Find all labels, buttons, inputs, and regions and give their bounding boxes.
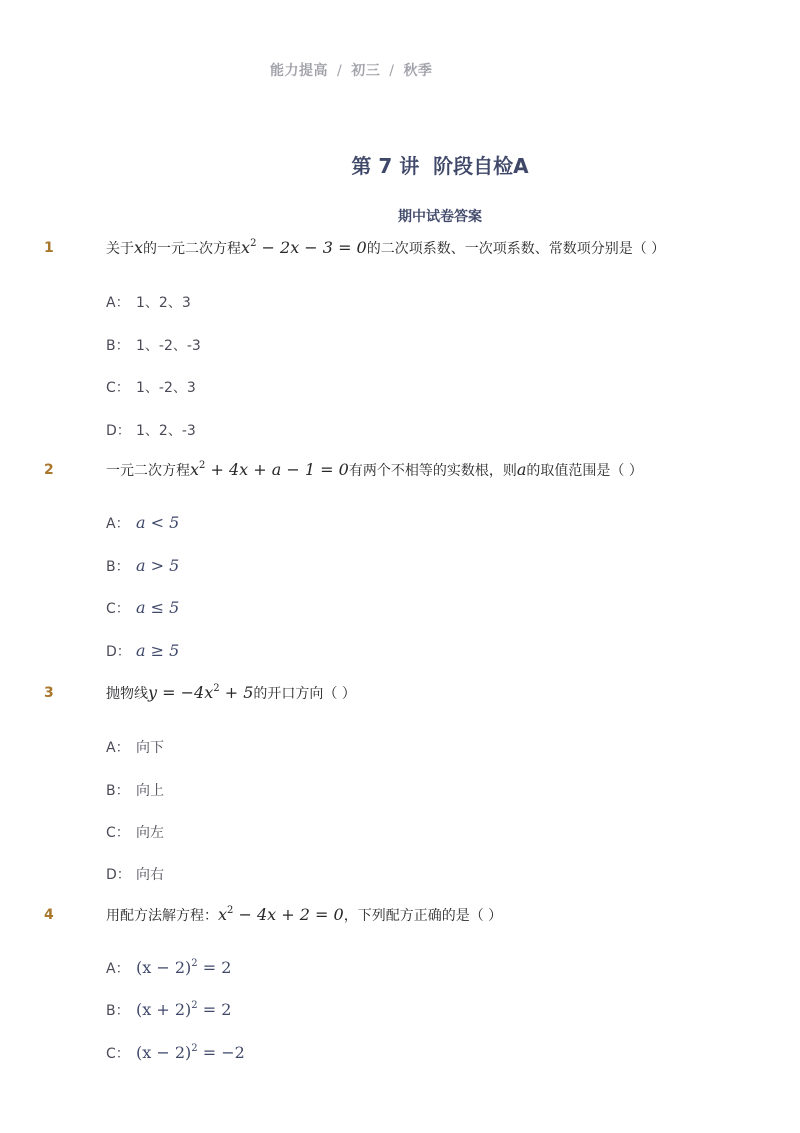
question-number: 1 [44,240,54,256]
option-a[interactable]: A： $(x - 2)^2 = 2$ [106,958,232,977]
option-d[interactable]: D： a ≥ 5 [106,641,180,660]
option-b[interactable]: B： $(x + 2)^2 = 2$ [106,1000,232,1019]
page-subtitle: 期中试卷答案 [398,209,482,225]
breadcrumb-item-ability[interactable]: 能力提高 [270,63,328,79]
equation: $x^2 - 2x - 3 = 0$ [241,238,367,257]
option-c[interactable]: C： a ≤ 5 [106,598,180,617]
question-stem: 抛物线$y = -4x^2 + 5$的开口方向（ ） [106,683,356,702]
option-d[interactable]: D： 1、2、-3 [106,423,196,439]
option-a[interactable]: A： 向下 [106,740,164,756]
option-b[interactable]: B： 1、-2、-3 [106,338,201,354]
option-d[interactable]: D： 向右 [106,867,164,883]
equation: $y = -4x^2 + 5$ [148,683,254,702]
option-c[interactable]: C： 向左 [106,825,164,841]
breadcrumb-item-term[interactable]: 秋季 [403,63,433,79]
question-number: 3 [44,685,54,701]
breadcrumb-separator: / [389,63,395,79]
question-number: 4 [44,907,54,923]
option-a[interactable]: A： a < 5 [106,513,180,532]
option-a[interactable]: A： 1、2、3 [106,295,191,311]
breadcrumb-separator: / [337,63,343,79]
question-stem: 一元二次方程$x^2 + 4x + a - 1 = 0$有两个不相等的实数根，则a的取值范围是（ ） [106,460,643,479]
option-b[interactable]: B： 向上 [106,783,164,799]
equation: $x^2 + 4x + a - 1 = 0$ [190,460,349,479]
equation: $x^2 - 4x + 2 = 0$ [218,905,344,924]
breadcrumb [270,60,432,80]
question-stem: 关于x的一元二次方程$x^2 - 2x - 3 = 0$的二次项系数、一次项系数、常数项分别是（ ） [106,238,666,257]
page-title: 第 7 讲 阶段自检A [351,154,529,178]
option-c[interactable]: C： $(x - 2)^2 = -2$ [106,1043,245,1062]
breadcrumb-item-grade[interactable]: 初三 [351,63,381,79]
option-c[interactable]: C： 1、-2、3 [106,380,196,396]
question-stem: 用配方法解方程：$x^2 - 4x + 2 = 0$，下列配方正确的是（ ） [106,905,503,924]
question-number: 2 [44,462,54,478]
option-b[interactable]: B： a > 5 [106,556,180,575]
